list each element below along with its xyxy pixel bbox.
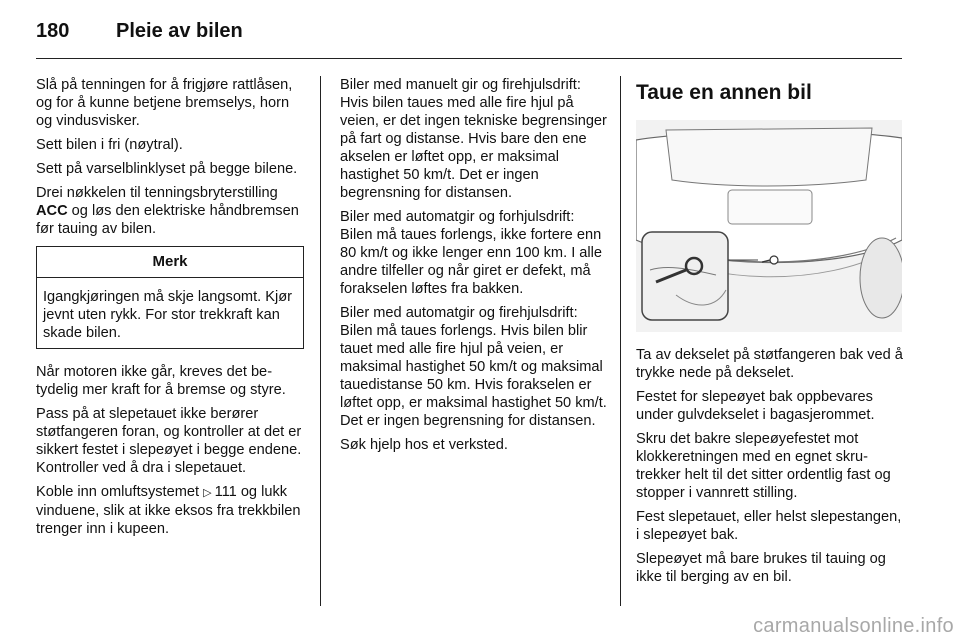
paragraph: Slepeøyet må bare brukes til tauing og ikke til berging av en bil. — [636, 551, 886, 585]
note-box — [36, 246, 304, 349]
paragraph: Biler med automatgir og forhjulsdrift: Bilen må taues forlengs, ikke fortere enn 80 km/t og ikke lenger enn 100 km. I alle andre tilfeller og når giret er defekt, må forakselen løftes fra bakken. — [340, 209, 603, 297]
page-title: Pleie av bilen — [116, 20, 243, 42]
watermark: carmanualsonline.info — [753, 615, 954, 637]
page-number: 180 — [36, 20, 70, 42]
column-2 — [340, 76, 608, 460]
tow-eye-drawing — [636, 120, 902, 332]
paragraph — [36, 184, 304, 238]
paragraph: Biler med automatgir og firehjulsdrift: Bilen må taues forlengs. Hvis bilen blir tauet med alle fire hjul på veien, er maksimal hastighet 50 km/t og maksimal tauedistanse 50 km. Hvis forakselen er løftet opp, er maksimal hastighet 50 km/t. Det er ingen begrensning for distansen. — [340, 305, 607, 429]
paragraph-text: og løs den elektriske håndbremsen før tauing av bilen. — [36, 203, 299, 237]
paragraph: Slå på tenningen for å frigjøre rattlåsen, og for å kunne betjene bremselys, horn og vindusvisker. — [36, 77, 293, 129]
note-body — [37, 278, 303, 348]
column-divider-2 — [620, 76, 621, 606]
paragraph: Sett bilen i fri (nøytral). — [36, 137, 183, 153]
page-reference-arrow-icon: ▷ — [203, 487, 212, 499]
paragraph: Biler med manuelt gir og firehjulsdrift: Hvis bilen taues med alle fire hjul på veien, er det ingen tekniske begrensinger på fart og distanse. Hvis bare den ene akselen er løftet opp, er maksimal hastighet 50 km/t. Det er ingen begrensning for distansen. — [340, 77, 607, 201]
paragraph: Pass på at slepetauet ikke berører støtfangeren foran, og kontroller at det er sikkert festet i slepeøyet i begge endene. Kontroller ved å dra i slepetauet. — [36, 406, 302, 476]
page-reference[interactable]: 111 — [214, 484, 237, 500]
paragraph: Sett på varselblinklyset på begge bilene. — [36, 161, 298, 177]
column-3 — [636, 76, 904, 592]
paragraph: Skru det bakre slepeøyefestet mot klokkeretningen med en egnet skrutrekker helt til det sitter ordentlig fast og stopper i vannrett stilling. — [636, 431, 891, 501]
paragraph: Ta av dekselet på støtfangeren bak ved å trykke nede på dekselet. — [636, 347, 903, 381]
column-divider-1 — [320, 76, 321, 606]
section-title: Taue en annen bil — [636, 81, 812, 104]
header-rule — [36, 58, 902, 59]
note-text: Igangkjøringen må skje langsomt. Kjør jevnt uten rykk. For stor trekkraft kan skade bilen. — [43, 289, 293, 341]
column-1 — [36, 76, 304, 544]
paragraph: Søk hjelp hos et verksted. — [340, 437, 508, 453]
rear-bumper-tow-eye-illustration — [636, 120, 902, 332]
paragraph-text: Koble inn omluftsystemet — [36, 484, 200, 500]
paragraph — [36, 483, 304, 538]
paragraph-text: og lukk vinduene, slik at ikke eksos fra trekkbilen trenger inn i kupeen. — [36, 484, 301, 537]
paragraph-text: Drei nøkkelen til tenningsbryterstilling — [36, 185, 278, 201]
paragraph: Når motoren ikke går, kreves det betydelig mer kraft for å bremse og styre. — [36, 364, 286, 398]
acc-label: ACC — [36, 203, 68, 219]
paragraph: Festet for slepeøyet bak oppbevares under gulvdekselet i bagasjerommet. — [636, 389, 875, 423]
note-title: Merk — [37, 247, 303, 278]
paragraph: Fest slepetauet, eller helst slepestangen, i slepeøyet bak. — [636, 509, 902, 543]
page-header — [36, 20, 243, 48]
